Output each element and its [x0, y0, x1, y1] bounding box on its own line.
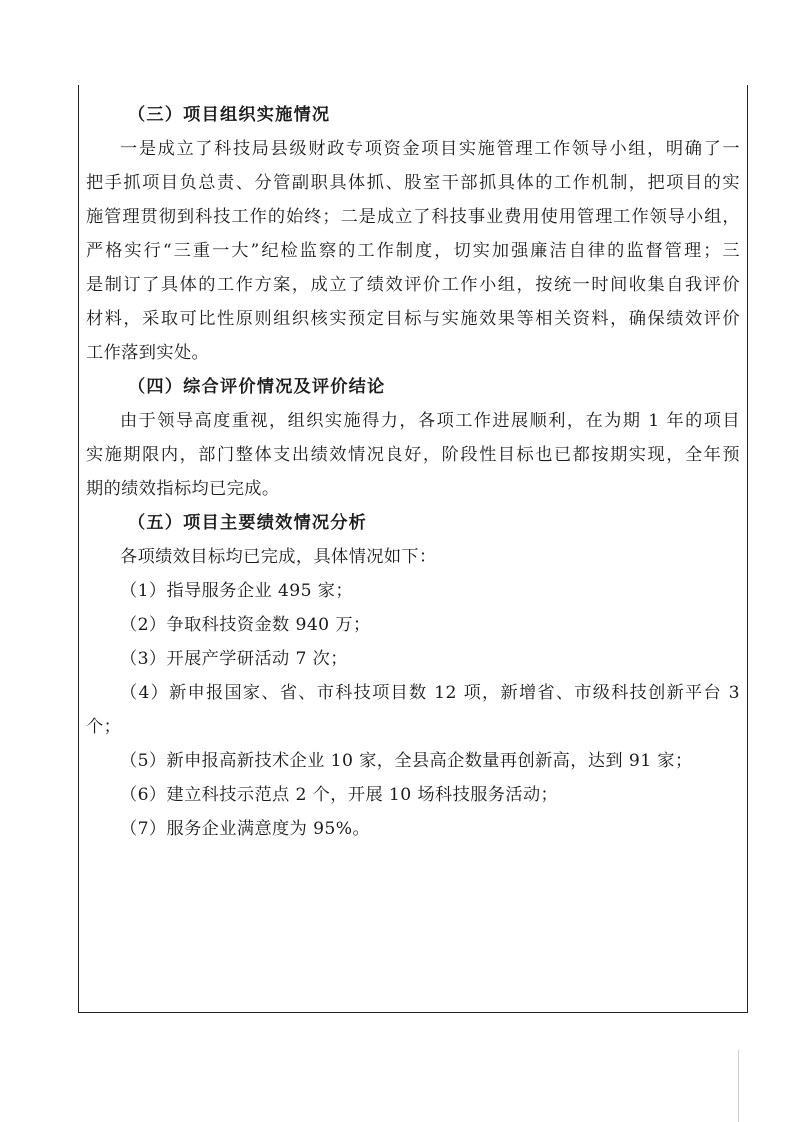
- scan-edge-mark: [738, 1050, 739, 1122]
- section-3-line-1: 一是成立了科技局县级财政专项资金项目实施管理工作领导小组，明确了一: [120, 139, 740, 159]
- performance-item-5: （5）新申报高新技术企业 10 家，全县高企数量再创新高，达到 91 家；: [120, 751, 693, 771]
- section-3-line-2: 把手抓项目负总责、分管副职具体抓、股室干部抓具体的工作机制，把项目的实: [86, 173, 740, 193]
- document-body: [86, 98, 746, 846]
- section-3-heading: （三）项目组织实施情况: [128, 105, 331, 125]
- performance-item-6: （6）建立科技示范点 2 个，开展 10 场科技服务活动；: [120, 785, 559, 805]
- performance-item-1: （1）指导服务企业 495 家；: [120, 581, 353, 601]
- section-5-intro: 各项绩效目标均已完成，具体情况如下：: [120, 547, 437, 567]
- section-4-heading: （四）综合评价情况及评价结论: [128, 377, 386, 397]
- section-4-line-3: 期的绩效指标均已完成。: [86, 479, 280, 499]
- performance-item-4-continued: 个；: [86, 717, 122, 737]
- performance-item-3: （3）开展产学研活动 7 次；: [120, 649, 348, 669]
- performance-item-7: （7）服务企业满意度为 95%。: [120, 819, 371, 839]
- section-3-line-6: 材料，采取可比性原则组织核实预定目标与实施效果等相关资料，确保绩效评价: [86, 309, 740, 329]
- section-4-line-1: 由于领导高度重视，组织实施得力，各项工作进展顺利，在为期 1 年的项目: [120, 411, 740, 431]
- section-5-heading: （五）项目主要绩效情况分析: [128, 513, 368, 533]
- performance-item-4: （4）新申报国家、省、市科技项目数 12 项，新增省、市级科技创新平台 3: [120, 683, 740, 703]
- section-4-line-2: 实施期限内，部门整体支出绩效情况良好，阶段性目标也已都按期实现，全年预: [86, 445, 740, 465]
- section-3-line-5: 是制订了具体的工作方案，成立了绩效评价工作小组，按统一时间收集自我评价: [86, 275, 740, 295]
- performance-item-2: （2）争取科技资金数 940 万；: [120, 615, 371, 635]
- section-3-line-4: 严格实行“三重一大”纪检监察的工作制度，切实加强廉洁自律的监督管理；三: [86, 241, 740, 261]
- section-3-line-7: 工作落到实处。: [86, 343, 210, 363]
- section-3-line-3: 施管理贯彻到科技工作的始终；二是成立了科技事业费用使用管理工作领导小组，: [86, 207, 740, 227]
